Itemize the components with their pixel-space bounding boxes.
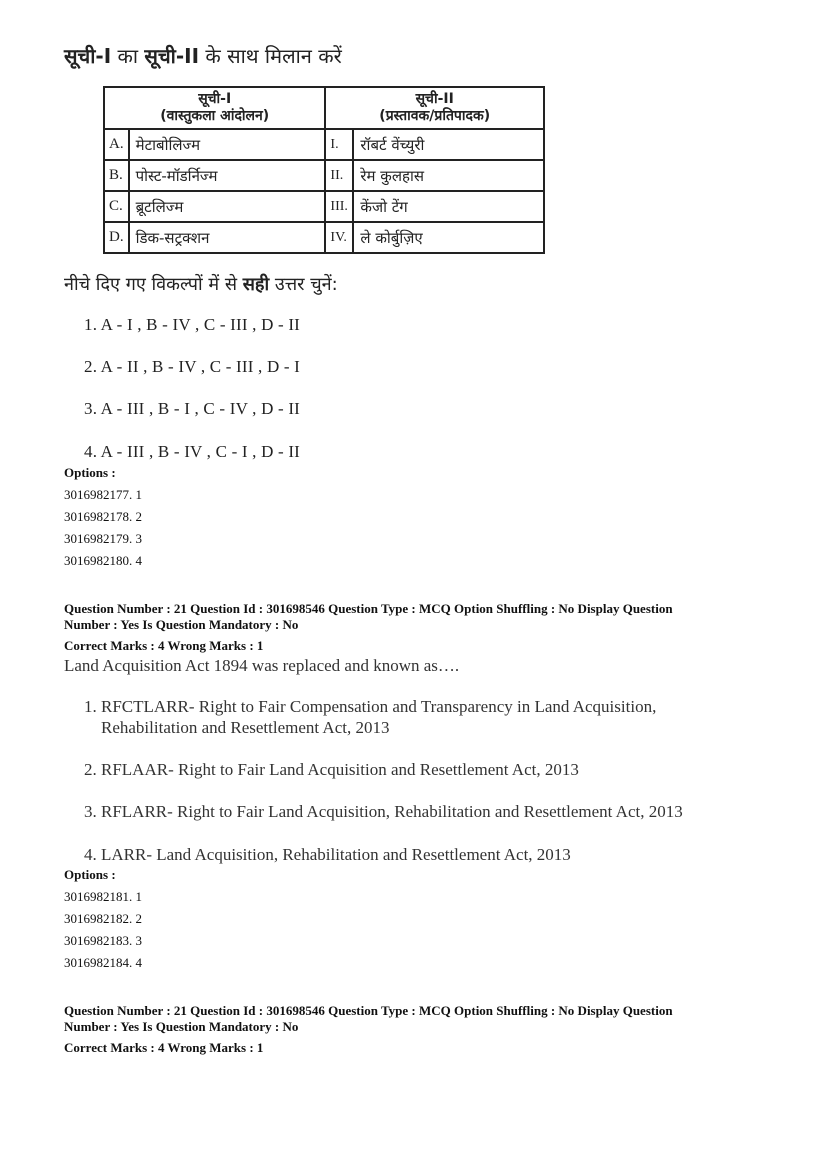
option-id: 3016982183. 3 (64, 933, 142, 948)
heading-list2: सूची-II (144, 44, 200, 68)
row-left-value: मेटाबोलिज्म (129, 129, 326, 160)
row-left-key: D. (104, 222, 129, 253)
option-number: 2. (84, 760, 97, 779)
question-meta (64, 601, 764, 633)
heading-list1: सूची-I (64, 44, 112, 68)
col1-title: सूची-I (198, 91, 232, 107)
col1-subtitle: (वास्तुकला आंदोलन) (160, 108, 270, 124)
marks-line: Correct Marks : 4 Wrong Marks : 1 (64, 638, 264, 653)
option-number: 1. (84, 697, 97, 716)
row-right-key: I. (325, 129, 353, 160)
option-id: 3016982182. 2 (64, 911, 142, 926)
row-right-key: III. (325, 191, 353, 222)
row-right-value: रॉबर्ट वेंच्युरी (353, 129, 544, 160)
col2-subtitle: (प्रस्तावक/प्रतिपादक) (379, 108, 491, 124)
answer-option-4: 4. A - III , B - IV , C - I , D - II (84, 442, 301, 461)
option-id: 3016982181. 1 (64, 889, 142, 904)
option-text: RFLARR- Right to Fair Land Acquisition, Rehabilitation and Resettlement Act, 2013 (101, 802, 683, 821)
options-label: Options : (64, 867, 116, 882)
option-number: 4. (84, 845, 97, 864)
option-id: 3016982180. 4 (64, 553, 142, 568)
row-left-value: पोस्ट-मॉडर्निज्म (129, 160, 326, 191)
option-id: 3016982184. 4 (64, 955, 142, 970)
answer-option-1 (84, 696, 744, 738)
row-right-value: रेम कुलहास (353, 160, 544, 191)
question-meta (64, 1003, 764, 1035)
match-table (103, 86, 545, 254)
row-left-key: B. (104, 160, 129, 191)
answer-option-2 (84, 759, 744, 780)
option-text: RFCTLARR- Right to Fair Compensation and Transparency in Land Acquisition, (101, 697, 657, 716)
answer-option-3: 3. A - III , B - I , C - IV , D - II (84, 399, 301, 418)
meta-line: Number : Yes Is Question Mandatory : No (64, 617, 299, 632)
row-right-key: II. (325, 160, 353, 191)
table-row (104, 222, 544, 253)
option-id: 3016982179. 3 (64, 531, 142, 546)
row-left-key: A. (104, 129, 129, 160)
table-row (104, 129, 544, 160)
row-right-value: ले कोर्बुज़िए (353, 222, 544, 253)
row-right-key: IV. (325, 222, 353, 253)
option-text: RFLAAR- Right to Fair Land Acquisition and Resettlement Act, 2013 (101, 760, 579, 779)
answer-option-4 (84, 844, 744, 865)
row-right-value: केंजो टेंग (353, 191, 544, 222)
col1-header (104, 87, 325, 129)
answer-option-3 (84, 801, 744, 822)
match-heading (64, 42, 342, 69)
row-left-value: डिक-सट्रक्शन (129, 222, 326, 253)
options-label: Options : (64, 465, 116, 480)
row-left-key: C. (104, 191, 129, 222)
heading-suffix: के साथ मिलान करें (199, 44, 342, 68)
option-number: 3. (84, 802, 97, 821)
meta-line: Number : Yes Is Question Mandatory : No (64, 1019, 299, 1034)
choose-suffix: उत्तर चुनें: (269, 274, 338, 295)
col2-header (325, 87, 544, 129)
choose-bold: सही (242, 274, 270, 295)
col2-title: सूची-II (415, 91, 454, 107)
row-left-value: ब्रूटलिज्म (129, 191, 326, 222)
meta-line: Question Number : 21 Question Id : 301698546 Question Type : MCQ Option Shuffling : No Display Question (64, 1003, 673, 1018)
option-text: LARR- Land Acquisition, Rehabilitation and Resettlement Act, 2013 (101, 845, 571, 864)
table-row (104, 191, 544, 222)
option-id: 3016982178. 2 (64, 509, 142, 524)
marks-line: Correct Marks : 4 Wrong Marks : 1 (64, 1040, 264, 1055)
question-text: Land Acquisition Act 1894 was replaced and known as…. (64, 656, 460, 675)
answer-option-2: 2. A - II , B - IV , C - III , D - I (84, 357, 301, 376)
heading-mid: का (111, 44, 145, 68)
option-text-cont: Rehabilitation and Resettlement Act, 2013 (101, 718, 390, 737)
meta-line: Question Number : 21 Question Id : 301698546 Question Type : MCQ Option Shuffling : No Display Question (64, 601, 673, 616)
choose-instruction (64, 272, 338, 296)
choose-prefix: नीचे दिए गए विकल्पों में से (64, 274, 243, 295)
table-header-row (104, 87, 544, 129)
table-row (104, 160, 544, 191)
option-id: 3016982177. 1 (64, 487, 142, 502)
answer-option-1: 1. A - I , B - IV , C - III , D - II (84, 315, 301, 334)
